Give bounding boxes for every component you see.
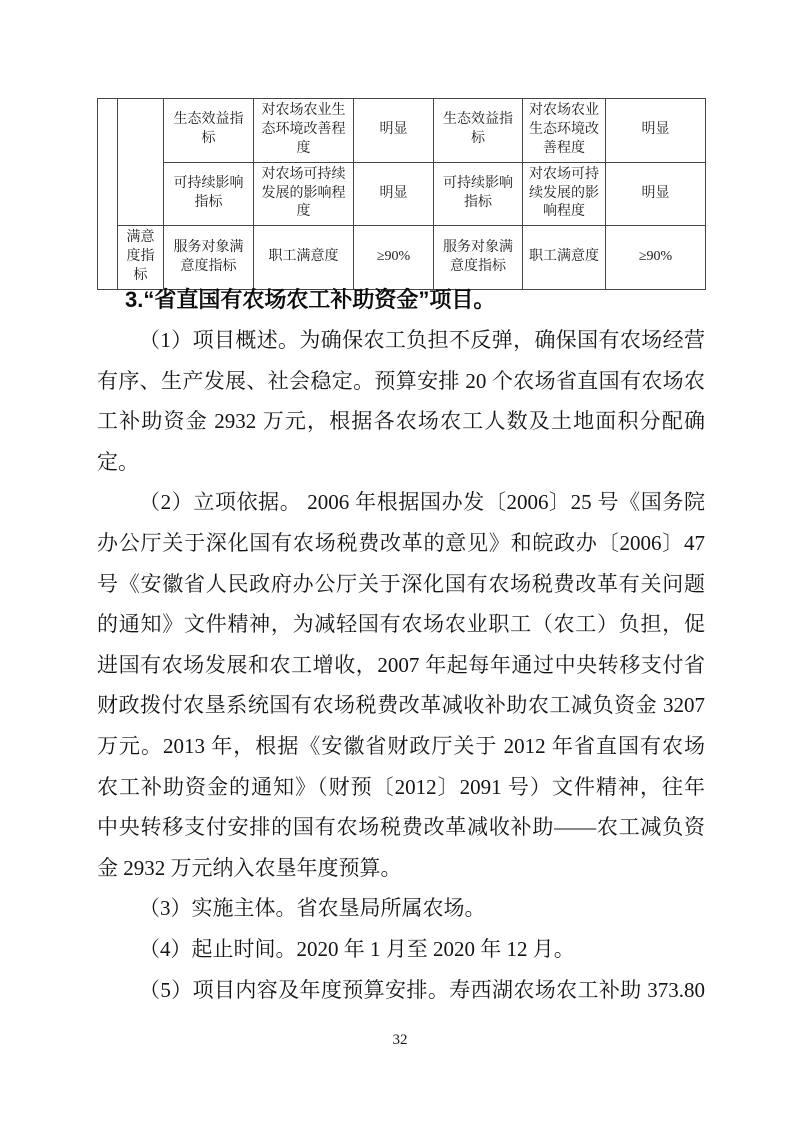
body-line: 金 2932 万元纳入农垦年度预算。 (97, 855, 402, 880)
indicator-name-cell-right: 生态效益指标 (434, 99, 523, 163)
indicator-name-cell-right: 可持续影响指标 (434, 162, 523, 226)
indicator-name-cell: 服务对象满意度指标 (164, 226, 254, 290)
section-heading: 3.“省直国有农场农工补助资金”项目。 (125, 287, 496, 312)
indicator-value-cell-right: 明显 (606, 99, 706, 163)
indicator-value-cell: 明显 (354, 162, 434, 226)
indicator-name-cell: 可持续影响指标 (164, 162, 254, 226)
body-line: 号《安徽省人民政府办公厅关于深化国有农场税费改革有关问题 (97, 571, 705, 596)
body-line: （5）项目内容及年度预算安排。寿西湖农场农工补助 373.80 (139, 977, 705, 1002)
indicator-detail-cell-right: 对农场农业生态环境改善程度 (523, 99, 606, 163)
table-cell-left-spacer (98, 99, 118, 290)
indicator-detail-cell: 职工满意度 (254, 226, 354, 290)
body-line: 定。 (97, 449, 139, 474)
indicator-value-cell-right: 明显 (606, 162, 706, 226)
body-line: （2）立项依据。 2006 年根据国办发〔2006〕25 号《国务院 (139, 490, 705, 515)
indicator-value-cell-right: ≥90% (606, 226, 706, 290)
indicator-value-cell: 明显 (354, 99, 434, 163)
indicator-name-cell: 生态效益指标 (164, 99, 254, 163)
body-line: 的通知》文件精神，为减轻国有农场农业职工（农工）负担，促 (97, 612, 705, 637)
indicator-value-cell: ≥90% (354, 226, 434, 290)
body-line: （4）起止时间。2020 年 1 月至 2020 年 12 月。 (139, 936, 575, 961)
body-line: 办公厅关于深化国有农场税费改革的意见》和皖政办〔2006〕47 (97, 530, 705, 555)
body-line: 中央转移支付安排的国有农场税费改革减收补助——农工减负资 (97, 815, 705, 840)
body-line: 万元。2013 年，根据《安徽省财政厅关于 2012 年省直国有农场 (97, 733, 705, 758)
table-cell-category-empty (118, 99, 164, 226)
body-line: 工补助资金 2932 万元，根据各农场农工人数及土地面积分配确 (97, 409, 705, 434)
page-number: 32 (392, 1032, 408, 1048)
table-cell-satisfaction-category: 满意度指标 (118, 226, 164, 290)
body-line: （3）实施主体。省农垦局所属农场。 (139, 896, 486, 921)
indicator-detail-cell-right: 对农场可持续发展的影响程度 (523, 162, 606, 226)
body-text (97, 320, 705, 1010)
indicator-detail-cell: 对农场可持续发展的影响程度 (254, 162, 354, 226)
body-line: 有序、生产发展、社会稳定。预算安排 20 个农场省直国有农场农 (97, 368, 705, 393)
indicator-name-cell-right: 服务对象满意度指标 (434, 226, 523, 290)
body-line: 进国有农场发展和农工增收，2007 年起每年通过中央转移支付省 (97, 652, 705, 677)
body-line: 农工补助资金的通知》（财预〔2012〕2091 号）文件精神，往年 (97, 774, 705, 799)
performance-indicator-table (97, 98, 706, 290)
indicator-detail-cell-right: 职工满意度 (523, 226, 606, 290)
indicator-detail-cell: 对农场农业生态环境改善程度 (254, 99, 354, 163)
body-line: （1）项目概述。为确保农工负担不反弹，确保国有农场经营 (139, 328, 705, 352)
body-line: 财政拨付农垦系统国有农场税费改革减收补助农工减负资金 3207 (97, 693, 705, 718)
